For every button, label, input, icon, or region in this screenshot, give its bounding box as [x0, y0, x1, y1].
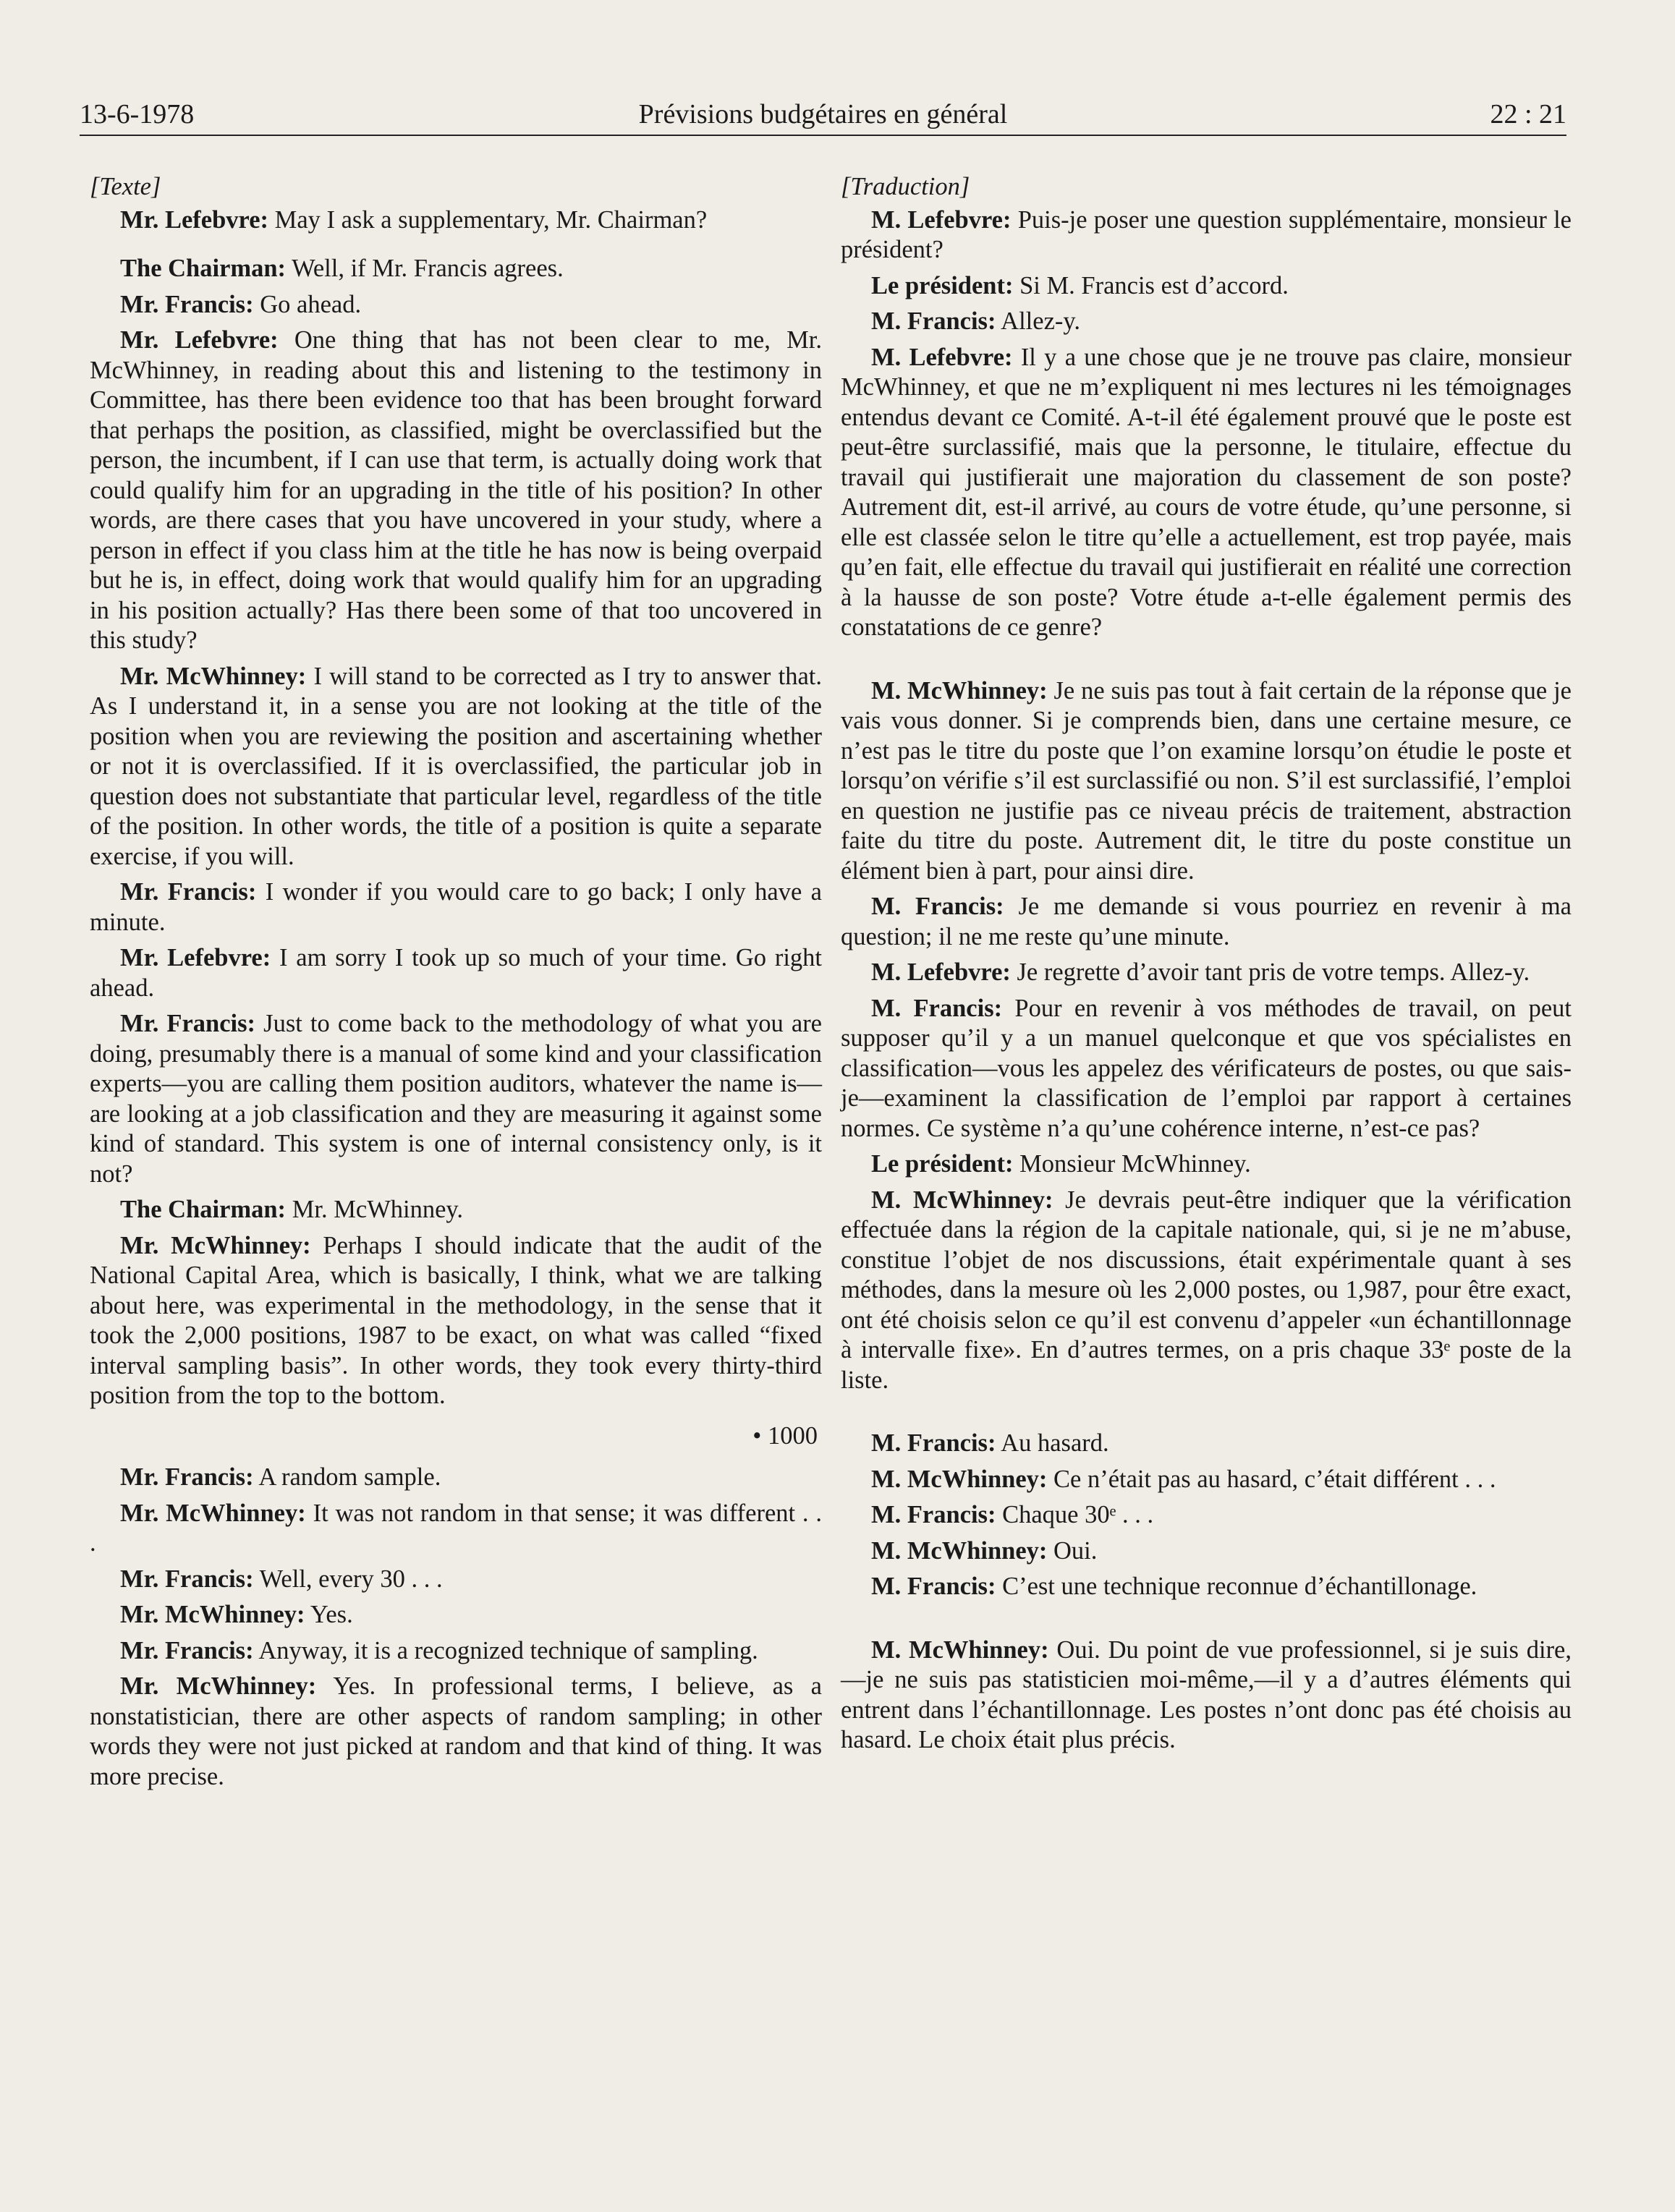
left-column-english: [90, 172, 822, 1798]
language-label: [Texte]: [90, 173, 161, 200]
speech: Yes. In professional terms, I believe, as a nonstatistician, there are other aspects of random sampling; in other words they were not just picked at random and that kind of thing. It was more precise.: [90, 1672, 822, 1790]
speech: One thing that has not been clear to me, Mr. McWhinney, in reading about this and listening to the testimony in Committee, has there been evidence too that has been brought forward that perhaps the position, as classified, might be overclassified but the person, the incumbent, if I can use that term, is actually doing work that could qualify him for an upgrading in the title of his position? In other words, are there cases that you have uncovered in your study, where a person in effect if you class him at the title he has now is being overpaid but he is, in effect, doing work that would qualify him for an upgrading in his position actually? Has there been some of that too uncovered in this study?: [90, 326, 822, 654]
paragraph: [841, 1536, 1572, 1567]
paragraph: [90, 254, 822, 284]
speech: Mr. McWhinney.: [286, 1196, 464, 1223]
paragraph: [90, 326, 822, 656]
speech: May I ask a supplementary, Mr. Chairman?: [268, 205, 708, 234]
paragraph: [90, 1672, 822, 1792]
paragraph: [841, 892, 1572, 952]
speaker: The Chairman:: [120, 255, 287, 282]
paragraph: [90, 1195, 822, 1225]
speaker: Mr. Francis:: [120, 1636, 254, 1664]
right-column-french: [841, 172, 1572, 1761]
paragraph: [841, 1429, 1572, 1459]
speech: Chaque 30ᵉ . . .: [996, 1501, 1154, 1528]
speech: Ce n’était pas au hasard, c’était différent . . .: [1047, 1465, 1496, 1493]
speaker: Mr. McWhinney:: [120, 1231, 311, 1259]
speaker: M. Francis:: [871, 1429, 996, 1457]
paragraph: [841, 307, 1572, 337]
speech: Je regrette d’avoir tant pris de votre temps. Allez-y.: [1010, 958, 1530, 986]
header-date: 13-6-1978: [80, 99, 195, 129]
speaker: M. McWhinney:: [871, 676, 1048, 705]
paragraph: [841, 1635, 1572, 1756]
paragraph: [90, 943, 822, 1003]
speech: Well, if Mr. Francis agrees.: [286, 255, 564, 282]
speech: Oui.: [1047, 1536, 1098, 1565]
speech: Pour en revenir à vos méthodes de travail, on peut supposer qu’il y a un manuel quelconque et que vos spécialistes en classification—vous les appelez des vérificateurs de postes, ou que sais-je—examinent la classification de l’emploi par rapport à certaines normes. Ce système n’a qu’une cohérence interne, n’est-ce pas?: [841, 994, 1572, 1142]
speaker: M. McWhinney:: [871, 1186, 1053, 1214]
speaker: Mr. Francis:: [120, 290, 254, 318]
speech: Perhaps I should indicate that the audit of the National Capital Area, which is basically, I think, what we are talking about here, was experimental in the methodology, in the sense that it took the 2,000 positions, 1987 to be exact, on what was called “fixed interval sampling basis”. In other words, they took every thirty-third position from the top to the bottom.: [90, 1231, 822, 1409]
paragraph: [90, 1636, 822, 1667]
header-page-number: 22 : 21: [1490, 99, 1566, 129]
paragraph: [841, 271, 1572, 302]
speech: Si M. Francis est d’accord.: [1013, 271, 1289, 299]
speech: Just to come back to the methodology of what you are doing, presumably there is a manual of some kind and your classification experts—you are calling them position auditors, whatever the name is— are looking at a job classification and they are measuring it against some kind of standard. This system is one of internal consistency only, is it not?: [90, 1010, 822, 1188]
speaker: M. McWhinney:: [871, 1536, 1048, 1565]
paragraph: [841, 1186, 1572, 1396]
header-rule: [80, 135, 1566, 136]
speaker: Mr. McWhinney:: [120, 1672, 317, 1700]
paragraph: [841, 1149, 1572, 1180]
speech: Je me demande si vous pourriez en revenir à ma question; il ne me reste qu’une minute.: [841, 893, 1572, 950]
paragraph: [90, 662, 822, 872]
paragraph: [90, 290, 822, 320]
speaker: M. McWhinney:: [871, 1465, 1048, 1493]
speech: Je devrais peut-être indiquer que la vérification effectuée dans la région de la capitale nationale, qui, si je ne m’abuse, constitue l’objet de nos discussions, était expérimentale quant à ses méthodes, dans la mesure où les 2,000 postes, ou 1,987, pour être exact, ont été choisis selon ce qu’il est convenu d’appeler «un échantillonnage à intervalle fixe». En d’autres termes, on a pris chaque 33ᵉ poste de la liste.: [841, 1186, 1572, 1394]
speaker: M. Francis:: [871, 1573, 996, 1600]
speaker: Le président:: [871, 271, 1014, 299]
speech: Oui. Du point de vue professionnel, si je suis dire,—je ne suis pas statisticien moi-même,—il y a d’autres éléments qui entrent dans l’échantillonnage. Les postes n’ont donc pas été choisis au hasard. Le choix était plus précis.: [841, 1635, 1572, 1753]
speech: I wonder if you would care to go back; I only have a minute.: [90, 878, 822, 936]
speaker: M. Francis:: [871, 307, 996, 335]
speech: Puis-je poser une question supplémentaire, monsieur le président?: [841, 205, 1572, 263]
speaker: The Chairman:: [120, 1196, 287, 1223]
speech: Il y a une chose que je ne trouve pas claire, monsieur McWhinney, et que ne m’expliquent ni mes lectures ni les témoignages entendus devant ce Comité. A-t-il été également prouvé que le poste est peut-être surclassifié, mais que la personne, le titulaire, effectue du travail qui justifierait une majoration du classement de son poste? Autrement dit, est-il arrivé, au cours de votre étude, qu’une personne, si elle est classée selon le titre qu’elle a actuellement, est trop payée, mais qu’en fait, elle effectue du travail qui justifierait en réalité une correction à la hausse de son poste? Votre étude a-t-elle également permis des constatations de ce genre?: [841, 343, 1572, 641]
time-marker: • 1000: [752, 1421, 818, 1450]
speech: A random sample.: [253, 1463, 441, 1491]
speech: I am sorry I took up so much of your time. Go right ahead.: [90, 944, 822, 1002]
speaker: M. McWhinney:: [871, 1635, 1049, 1664]
paragraph: [90, 1600, 822, 1630]
paragraph: [90, 1231, 822, 1411]
speaker: Mr. McWhinney:: [120, 1601, 305, 1628]
paragraph: [90, 1009, 822, 1189]
speaker: M. Francis:: [871, 994, 1003, 1022]
speaker: Mr. Lefebvre:: [120, 205, 269, 234]
paragraph: [90, 1463, 822, 1493]
paragraph: [841, 1465, 1572, 1495]
paragraph: [841, 1572, 1572, 1602]
speaker: Mr. Francis:: [120, 1010, 256, 1037]
header-title: Prévisions budgétaires en général: [638, 99, 1008, 129]
paragraph: [90, 205, 822, 236]
speaker: Mr. Lefebvre:: [120, 944, 271, 971]
speech: C’est une technique reconnue d’échantillonage.: [996, 1573, 1477, 1600]
speaker: M. Francis:: [871, 893, 1004, 920]
speaker: Mr. Francis:: [120, 1565, 254, 1593]
paragraph: [841, 205, 1572, 265]
speaker: Mr. McWhinney:: [120, 662, 307, 690]
paragraph: [90, 1499, 822, 1559]
paragraph: [841, 343, 1572, 643]
speaker: M. Lefebvre:: [871, 205, 1012, 234]
speech: Anyway, it is a recognized technique of sampling.: [253, 1636, 758, 1664]
paragraph: [841, 994, 1572, 1144]
speech: Well, every 30 . . .: [253, 1565, 443, 1593]
speaker: M. Lefebvre:: [871, 343, 1013, 371]
paragraph: [90, 1565, 822, 1595]
speaker: Mr. Lefebvre:: [120, 326, 279, 354]
speech: Monsieur McWhinney.: [1013, 1150, 1251, 1178]
speech: Au hasard.: [996, 1429, 1109, 1457]
paragraph: [841, 958, 1572, 988]
speaker: Mr. McWhinney:: [120, 1499, 306, 1527]
speech: Go ahead.: [253, 290, 362, 318]
speaker: M. Francis:: [871, 1501, 996, 1528]
speech: I will stand to be corrected as I try to answer that. As I understand it, in a sense you are not looking at the title of the position when you are reviewing the position and ascertaining whether or not it is overclassified. If it is overclassified, the particular job in question does not substantiate that particular level, regardless of the title of the position. In other words, the title of a position is quite a separate exercise, if you will.: [90, 662, 822, 870]
speech: Yes.: [305, 1601, 353, 1628]
speaker: M. Lefebvre:: [871, 958, 1011, 986]
page-header: [80, 93, 1566, 136]
speech: It was not random in that sense; it was different . . .: [90, 1499, 822, 1557]
speaker: Le président:: [871, 1150, 1014, 1178]
speaker: Mr. Francis:: [120, 1463, 254, 1491]
language-label: [Traduction]: [841, 173, 970, 200]
paragraph: [90, 877, 822, 937]
speech: Allez-y.: [996, 307, 1081, 335]
speaker: Mr. Francis:: [120, 878, 257, 906]
paragraph: [841, 676, 1572, 887]
speech: Je ne suis pas tout à fait certain de la réponse que je vais vous donner. Si je comprends bien, dans une certaine mesure, ce n’est pas le titre du poste que l’on examine lorsqu’on étudie le poste et lorsqu’on vérifie s’il est surclassifié ou non. S’il est surclassifié, l’emploi en question ne justifie pas ce niveau précis de traitement, abstraction faite du titre du poste. Autrement dit, le titre du poste constitue un élément bien à part, pour ainsi dire.: [841, 676, 1572, 885]
paragraph: [841, 1500, 1572, 1531]
